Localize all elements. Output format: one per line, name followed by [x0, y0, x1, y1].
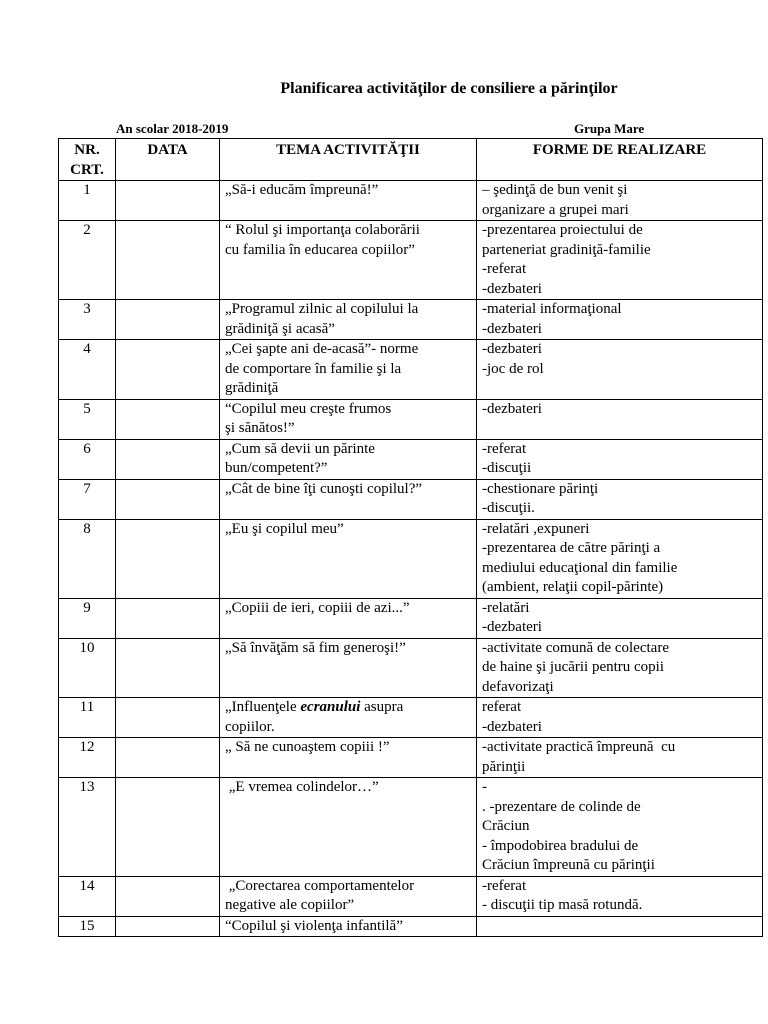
- table-row: [59, 916, 763, 937]
- forme-line: -referat: [482, 877, 527, 894]
- forme-line: referat: [482, 699, 522, 715]
- tema-line: bun/competent?”: [225, 460, 328, 476]
- row-tema: [220, 698, 477, 738]
- forme-line: -chestionare părinţi: [482, 480, 599, 497]
- row-date: [116, 519, 220, 598]
- row-tema: [220, 181, 477, 221]
- row-date: [116, 181, 220, 221]
- row-date: [116, 598, 220, 638]
- row-date: [116, 399, 220, 439]
- forme-line: -dezbateri: [482, 280, 542, 297]
- row-date: [116, 738, 220, 778]
- forme-line: Crăciun: [482, 818, 530, 834]
- tema-line: grădiniţă: [225, 380, 279, 396]
- row-date: [116, 916, 220, 937]
- forme-line: -relatări ,expuneri: [482, 520, 590, 537]
- forme-line: -: [482, 779, 487, 795]
- row-number: 14: [59, 876, 116, 916]
- table-row: [59, 698, 763, 738]
- forme-line: -joc de rol: [482, 360, 544, 377]
- tema-line: „Cum să devii un părinte: [225, 440, 375, 457]
- forme-line: parteneriat gradiniţă-familie: [482, 241, 651, 258]
- row-forme: [477, 598, 763, 638]
- forme-line: -material informaţional: [482, 301, 622, 317]
- tema-line: „Programul zilnic al copilului la: [225, 301, 419, 317]
- forme-line: (ambient, relaţii copil-părinte): [482, 579, 664, 595]
- forme-line: -referat: [482, 261, 527, 277]
- forme-line: de haine şi jucării pentru copii: [482, 659, 665, 675]
- row-date: [116, 340, 220, 400]
- forme-line: -discuţii.: [482, 500, 535, 516]
- row-tema: [220, 439, 477, 479]
- forme-line: - împodobirea bradului de: [482, 837, 639, 854]
- row-number: 12: [59, 738, 116, 778]
- row-forme: [477, 778, 763, 877]
- table-row: [59, 738, 763, 778]
- tema-line: “ Rolul şi importanţa colaborării: [225, 222, 420, 238]
- tema-line: „E vremea colindelor…”: [225, 779, 379, 795]
- row-number: 2: [59, 221, 116, 300]
- table-row: [59, 300, 763, 340]
- row-forme: [477, 519, 763, 598]
- table-row: [59, 221, 763, 300]
- tema-line: „Cei şapte ani de-acasă”- norme: [225, 341, 419, 357]
- tema-line: şi sănătos!”: [225, 420, 295, 436]
- row-forme: [477, 638, 763, 698]
- tema-text: „Influenţele: [225, 699, 301, 715]
- tema-emphasis: ecranului: [300, 699, 361, 715]
- header-data: DATA: [116, 139, 220, 181]
- table-row: [59, 598, 763, 638]
- table-row: [59, 638, 763, 698]
- forme-line: -dezbateri: [482, 619, 542, 635]
- forme-line: – şedinţă de bun venit şi: [482, 182, 628, 198]
- row-number: 3: [59, 300, 116, 340]
- tema-line: „ Să ne cunoaştem copiii !”: [225, 739, 390, 755]
- tema-line: „Eu şi copilul meu”: [225, 520, 344, 537]
- row-number: 8: [59, 519, 116, 598]
- row-forme: [477, 698, 763, 738]
- tema-line: „Să-i educăm împreună!”: [225, 182, 379, 198]
- row-number: 5: [59, 399, 116, 439]
- table-row: [59, 340, 763, 400]
- row-forme: [477, 916, 763, 937]
- row-number: 7: [59, 479, 116, 519]
- forme-line: . -prezentare de colinde de: [482, 798, 641, 815]
- row-number: 13: [59, 778, 116, 877]
- row-number: 4: [59, 340, 116, 400]
- row-tema: [220, 738, 477, 778]
- row-number: 6: [59, 439, 116, 479]
- tema-line: „Să învăţăm să fim generoşi!”: [225, 639, 406, 656]
- page-title: Planificarea activităţilor de consiliere a părinţilor: [280, 80, 618, 97]
- table-row: [59, 181, 763, 221]
- row-forme: [477, 439, 763, 479]
- row-tema: [220, 399, 477, 439]
- forme-line: -discuţii: [482, 460, 532, 476]
- row-date: [116, 876, 220, 916]
- forme-line: mediului educaţional din familie: [482, 559, 678, 576]
- row-date: [116, 778, 220, 877]
- table-row: [59, 479, 763, 519]
- row-date: [116, 439, 220, 479]
- table-header-row: [59, 139, 763, 181]
- row-forme: [477, 300, 763, 340]
- row-forme: [477, 181, 763, 221]
- forme-line: -activitate comună de colectare: [482, 639, 669, 656]
- row-tema: [220, 876, 477, 916]
- school-year: An scolar 2018-2019: [116, 121, 229, 136]
- forme-line: defavorizaţi: [482, 678, 554, 695]
- row-number: 11: [59, 698, 116, 738]
- table-row: [59, 876, 763, 916]
- row-forme: [477, 876, 763, 916]
- forme-line: -prezentarea de către părinţi a: [482, 540, 661, 556]
- forme-line: -dezbateri: [482, 718, 542, 735]
- row-tema: [220, 479, 477, 519]
- table-row: [59, 778, 763, 877]
- forme-line: -activitate practică împreună cu: [482, 739, 676, 755]
- row-tema: [220, 778, 477, 877]
- row-date: [116, 300, 220, 340]
- forme-line: -dezbateri: [482, 320, 542, 337]
- row-number: 9: [59, 598, 116, 638]
- tema-line: „Cât de bine îţi cunoşti copilul?”: [225, 480, 423, 497]
- forme-line: -relatări: [482, 599, 530, 616]
- row-number: 15: [59, 916, 116, 937]
- forme-line: -referat: [482, 440, 527, 457]
- activities-table: [58, 138, 763, 937]
- row-number: 10: [59, 638, 116, 698]
- forme-line: - discuţii tip masă rotundă.: [482, 897, 643, 913]
- tema-line: cu familia în educarea copiilor”: [225, 241, 415, 258]
- header-forme: FORME DE REALIZARE: [477, 139, 763, 181]
- row-forme: [477, 738, 763, 778]
- row-forme: [477, 399, 763, 439]
- forme-line: -prezentarea proiectului de: [482, 222, 643, 238]
- tema-line: „Copiii de ieri, copiii de azi...”: [225, 599, 410, 616]
- tema-line: negative ale copiilor”: [225, 897, 355, 913]
- row-tema: [220, 916, 477, 937]
- row-date: [116, 221, 220, 300]
- forme-line: părinţii: [482, 758, 526, 775]
- row-date: [116, 698, 220, 738]
- row-date: [116, 638, 220, 698]
- header-nr: [59, 139, 116, 181]
- tema-line: “Copilul meu creşte frumos: [225, 400, 392, 417]
- header-nr-line1: NR.: [74, 142, 100, 158]
- row-tema: [220, 598, 477, 638]
- group-name: Grupa Mare: [574, 121, 645, 136]
- row-forme: [477, 479, 763, 519]
- row-number: 1: [59, 181, 116, 221]
- row-date: [116, 479, 220, 519]
- table-row: [59, 519, 763, 598]
- tema-line: copiilor.: [225, 718, 275, 735]
- row-tema: [220, 300, 477, 340]
- tema-line: „Corectarea comportamentelor: [225, 877, 415, 894]
- tema-line: “Copilul şi violenţa infantilă”: [225, 917, 403, 934]
- forme-line: -dezbateri: [482, 341, 542, 357]
- header-tema: TEMA ACTIVITĂŢII: [220, 139, 477, 181]
- row-tema: [220, 638, 477, 698]
- row-tema: [220, 519, 477, 598]
- row-tema: [220, 340, 477, 400]
- header-nr-line2: CRT.: [70, 161, 104, 178]
- forme-line: organizare a grupei mari: [482, 201, 629, 218]
- row-tema: [220, 221, 477, 300]
- row-forme: [477, 221, 763, 300]
- table-row: [59, 439, 763, 479]
- tema-line: [225, 698, 471, 718]
- row-forme: [477, 340, 763, 400]
- tema-line: grădiniţă şi acasă”: [225, 320, 335, 337]
- forme-line: Crăciun împreună cu părinţii: [482, 857, 655, 873]
- tema-text: asupra: [360, 699, 404, 715]
- forme-line: -dezbateri: [482, 400, 542, 417]
- table-row: [59, 399, 763, 439]
- tema-line: de comportare în familie şi la: [225, 360, 402, 377]
